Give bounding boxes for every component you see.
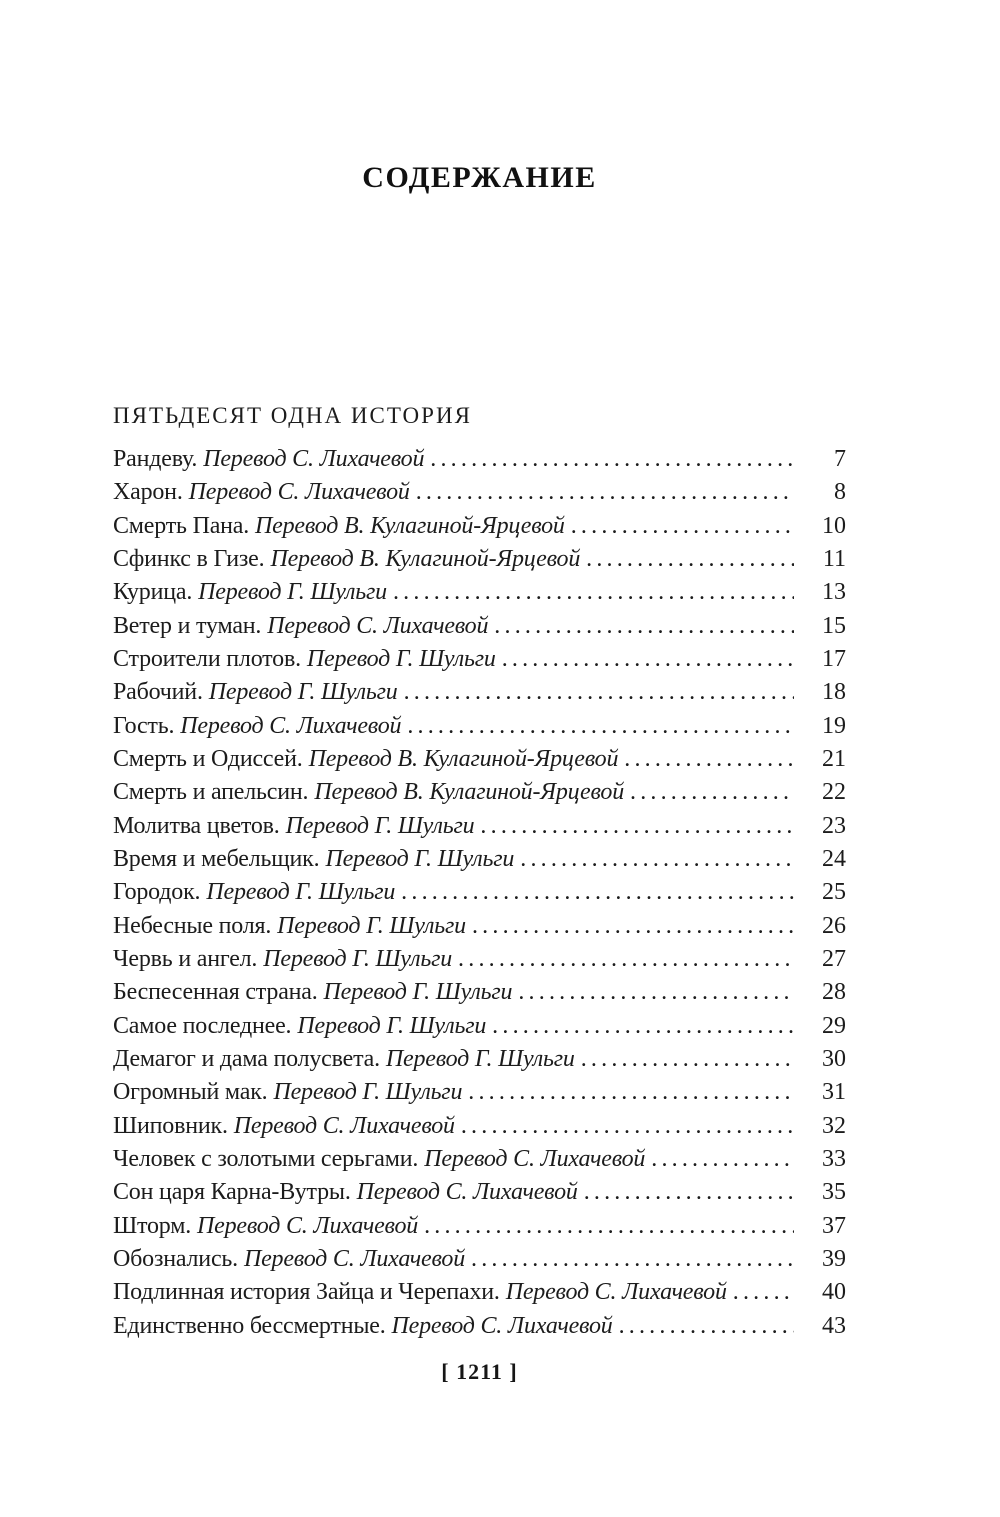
dot-leader [401,876,794,909]
translator-credit: Перевод Г. Шульги [273,1079,463,1106]
toc-entry-label [113,876,395,909]
translator-credit: Перевод С. Лихачевой [197,1212,419,1239]
translator-credit: Перевод С. Лихачевой [424,1145,646,1172]
dot-leader [416,476,794,509]
translator-credit: Перевод Г. Шульги [285,812,475,839]
dot-leader [404,676,794,709]
entry-page-number: 15 [822,612,846,639]
translator-credit: Перевод С. Лихачевой [267,612,489,639]
toc-entry-label [113,1210,418,1243]
story-title: Смерть и Одиссей. [113,745,303,772]
entry-page-number: 7 [834,446,846,472]
translator-credit: Перевод В. Кулагиной-Ярцевой [255,512,565,539]
toc-entry-label [113,1076,462,1109]
story-title: Беспесенная страна. [113,979,318,1006]
folio-page-number: [ 1211 ] [441,1359,518,1384]
toc-entry-label [113,843,514,876]
story-title: Харон. [113,479,183,506]
story-title: Обознались. [113,1245,238,1272]
entry-page-number: 8 [834,479,846,506]
dot-leader [430,443,794,476]
dot-leader [492,1010,794,1043]
story-title: Молитва цветов. [113,812,280,839]
entry-page-number: 21 [822,745,846,772]
translator-credit: Перевод В. Кулагиной-Ярцевой [270,545,581,572]
toc-entry-label [113,643,496,676]
toc-entry-label [113,1043,575,1076]
toc-entry-label [113,1276,727,1309]
dot-leader [630,776,794,809]
toc-entry [113,1010,846,1043]
toc-entry [113,610,846,643]
story-title: Сон царя Карна-Вутры. [113,1179,351,1206]
toc-entry-label [113,1310,613,1343]
translator-credit: Перевод Г. Шульги [323,979,513,1006]
entry-page-number: 32 [822,1112,846,1139]
translator-credit: Перевод Г. Шульги [208,679,398,706]
entry-page-number: 33 [822,1145,846,1172]
entry-page-number: 27 [822,945,846,972]
toc-entry [113,1043,846,1076]
page-title: СОДЕРЖАНИЕ [362,161,597,194]
toc-entry [113,943,846,976]
toc-entry [113,443,846,476]
toc-entry-label [113,1243,465,1276]
story-title: Курица. [113,579,193,606]
story-title: Подлинная история Зайца и Черепахи. [113,1279,500,1306]
dot-leader [733,1276,794,1309]
entry-page-number: 10 [822,512,846,539]
entry-page-number: 37 [822,1212,846,1239]
dot-leader [472,910,794,943]
dot-leader [407,710,794,743]
toc-entry-label [113,710,401,743]
entry-page-number: 13 [822,579,846,606]
story-title: Шторм. [113,1212,192,1239]
translator-credit: Перевод С. Лихачевой [188,479,410,506]
toc-entry-label [113,943,452,976]
translator-credit: Перевод Г. Шульги [206,879,396,906]
toc-entry [113,1310,846,1343]
dot-leader [502,643,794,676]
toc-entry [113,476,846,509]
dot-leader [393,576,794,609]
translator-credit: Перевод С. Лихачевой [356,1179,578,1206]
translator-credit: Перевод Г. Шульги [325,845,515,872]
translator-credit: Перевод Г. Шульги [277,912,466,939]
dot-leader [480,810,794,843]
toc-entry-label [113,1110,455,1143]
toc-entry [113,776,846,809]
entry-page-number: 39 [822,1245,846,1272]
translator-credit: Перевод С. Лихачевой [203,446,425,472]
toc-entry [113,843,846,876]
toc-entry-label [113,976,512,1009]
dot-leader [651,1143,794,1176]
toc-entry-label [113,1010,486,1043]
dot-leader [584,1176,794,1209]
story-title: Смерть Пана. [113,512,250,539]
story-title: Городок. [113,879,201,906]
story-title: Ветер и туман. [113,612,262,639]
toc-entry-label [113,810,474,843]
toc-entry-label [113,910,466,943]
entry-page-number: 26 [822,912,846,939]
toc-entry-label [113,576,387,609]
toc-entry [113,1143,846,1176]
story-title: Смерть и апельсин. [113,779,309,806]
toc-entry [113,910,846,943]
toc-entry [113,543,846,576]
toc-entry-label [113,776,624,809]
story-title: Демагог и дама полусвета. [113,1045,380,1072]
entry-page-number: 11 [822,545,846,572]
entry-page-number: 23 [822,812,846,839]
dot-leader [581,1043,794,1076]
toc-entry-label [113,1143,645,1176]
dot-leader [624,743,794,776]
section-heading: ПЯТЬДЕСЯТ ОДНА ИСТОРИЯ [113,403,472,428]
story-title: Небесные поля. [113,912,272,939]
translator-credit: Перевод Г. Шульги [385,1045,575,1072]
translator-credit: Перевод С. Лихачевой [180,712,402,739]
toc-entry [113,1276,846,1309]
dot-leader [520,843,794,876]
translator-credit: Перевод В. Кулагиной-Ярцевой [308,745,619,772]
entry-page-number: 43 [822,1312,846,1339]
entry-page-number: 29 [822,1012,846,1039]
toc-entry [113,643,846,676]
entry-page-number: 19 [822,712,846,739]
dot-leader [424,1210,794,1243]
translator-credit: Перевод Г. Шульги [198,579,387,606]
translator-credit: Перевод Г. Шульги [306,645,496,672]
toc-entry-label [113,543,580,576]
translator-credit: Перевод С. Лихачевой [391,1312,613,1339]
story-title: Огромный мак. [113,1079,268,1106]
toc-entry [113,1110,846,1143]
toc-entry [113,710,846,743]
toc-entry-label [113,476,410,509]
story-title: Человек с золотыми серьгами. [113,1145,419,1172]
translator-credit: Перевод С. Лихачевой [243,1245,466,1272]
dot-leader [619,1310,794,1343]
dot-leader [494,610,794,643]
story-title: Строители плотов. [113,645,301,672]
entry-page-number: 35 [822,1179,846,1206]
toc-entry-label [113,743,618,776]
entry-page-number: 25 [822,879,846,906]
translator-credit: Перевод С. Лихачевой [233,1112,455,1139]
toc-entry [113,743,846,776]
toc-entry [113,1076,846,1109]
translator-credit: Перевод Г. Шульги [297,1012,487,1039]
story-title: Единственно бессмертные. [113,1312,386,1339]
toc-entry-label [113,1176,578,1209]
dot-leader [468,1076,794,1109]
entry-page-number: 30 [822,1045,846,1072]
story-title: Шиповник. [113,1112,228,1139]
dot-leader [461,1110,794,1143]
toc-entry [113,1210,846,1243]
dot-leader [458,943,794,976]
toc-entry [113,976,846,1009]
translator-credit: Перевод Г. Шульги [263,945,453,972]
translator-credit: Перевод В. Кулагиной-Ярцевой [314,779,624,806]
toc-entry-label [113,443,424,476]
toc-entry [113,1243,846,1276]
story-title: Сфинкс в Гизе. [113,545,265,572]
story-title: Рандеву. [113,446,198,472]
dot-leader [586,543,794,576]
entry-page-number: 17 [822,645,846,672]
dot-leader [471,1243,794,1276]
toc-entry [113,576,846,609]
toc-entry [113,1176,846,1209]
toc-entry [113,676,846,709]
translator-credit: Перевод С. Лихачевой [505,1279,727,1306]
story-title: Червь и ангел. [113,945,258,972]
entry-page-number: 28 [822,979,846,1006]
toc-entry [113,876,846,909]
story-title: Гость. [113,712,175,739]
story-title: Рабочий. [113,679,203,706]
entry-page-number: 18 [822,679,846,706]
entry-page-number: 40 [822,1279,846,1306]
story-title: Самое последнее. [113,1012,292,1039]
entry-page-number: 31 [822,1079,846,1106]
entry-page-number: 24 [822,845,846,872]
toc-entry [113,510,846,543]
toc-entry-label [113,610,488,643]
dot-leader [571,510,794,543]
table-of-contents [113,443,846,1343]
toc-entry [113,810,846,843]
dot-leader [518,976,794,1009]
story-title: Время и мебельщик. [113,845,320,872]
toc-entry-label [113,510,565,543]
toc-entry-label [113,676,398,709]
entry-page-number: 22 [822,779,846,806]
